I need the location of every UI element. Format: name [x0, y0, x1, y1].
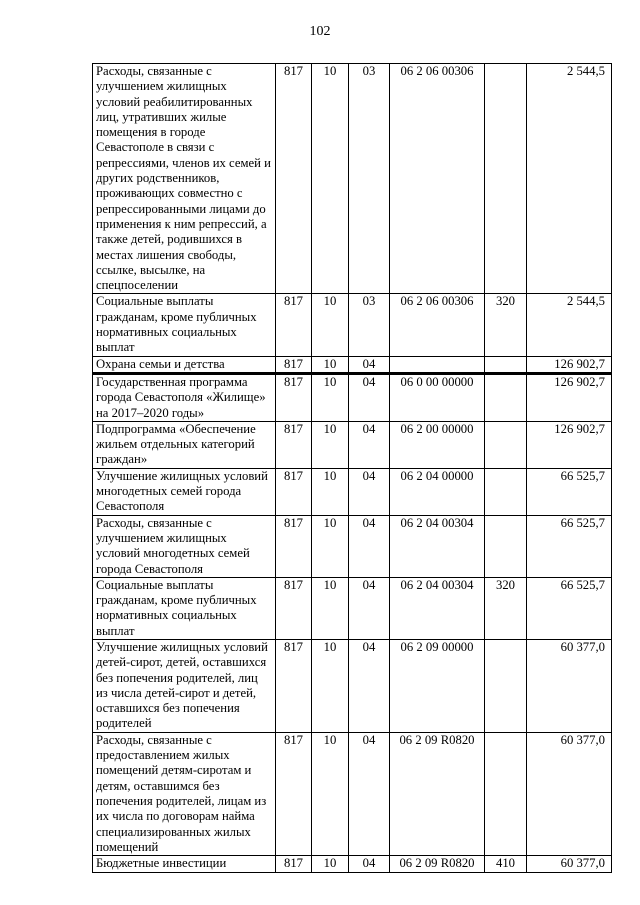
row-subsection-cell: 03 — [349, 294, 390, 356]
row-section-cell: 10 — [312, 856, 349, 873]
page-number: 102 — [309, 24, 331, 39]
row-target-code-cell — [390, 356, 485, 373]
row-target-code-cell: 06 2 06 00306 — [390, 294, 485, 356]
row-expense-type-cell — [485, 515, 527, 577]
row-code-cell: 817 — [276, 356, 312, 373]
row-amount-cell: 66 525,7 — [527, 515, 612, 577]
row-target-code-cell: 06 2 09 R0820 — [390, 856, 485, 873]
row-name-cell: Подпрограмма «Обеспечение жильем отдельных категорий граждан» — [93, 421, 276, 468]
row-expense-type-cell: 320 — [485, 294, 527, 356]
row-amount-cell: 2 544,5 — [527, 64, 612, 294]
row-section-cell: 10 — [312, 421, 349, 468]
table-row — [93, 639, 612, 732]
row-code-cell: 817 — [276, 577, 312, 639]
row-section-cell: 10 — [312, 294, 349, 356]
row-expense-type-cell — [485, 373, 527, 421]
row-code-cell: 817 — [276, 515, 312, 577]
row-amount-cell: 126 902,7 — [527, 356, 612, 373]
row-target-code-cell: 06 2 09 R0820 — [390, 732, 485, 855]
row-subsection-cell: 04 — [349, 421, 390, 468]
row-section-cell: 10 — [312, 515, 349, 577]
table-row — [93, 373, 612, 421]
row-expense-type-cell — [485, 468, 527, 515]
row-expense-type-cell — [485, 421, 527, 468]
table-row — [93, 294, 612, 356]
row-subsection-cell: 04 — [349, 577, 390, 639]
row-section-cell: 10 — [312, 468, 349, 515]
row-expense-type-cell — [485, 64, 527, 294]
row-section-cell: 10 — [312, 577, 349, 639]
row-code-cell: 817 — [276, 468, 312, 515]
table-row — [93, 64, 612, 294]
row-subsection-cell: 04 — [349, 732, 390, 855]
table-row — [93, 856, 612, 873]
row-section-cell: 10 — [312, 639, 349, 732]
row-target-code-cell: 06 2 09 00000 — [390, 639, 485, 732]
row-section-cell: 10 — [312, 64, 349, 294]
row-subsection-cell: 04 — [349, 856, 390, 873]
row-code-cell: 817 — [276, 732, 312, 855]
row-name-cell: Улучшение жилищных условий детей-сирот, детей, оставшихся без попечения родителей, лиц из числа детей-сирот и детей, оставшихся без попечения родителей — [93, 639, 276, 732]
table-row — [93, 468, 612, 515]
row-section-cell: 10 — [312, 732, 349, 855]
row-name-cell: Расходы, связанные с улучшением жилищных условий реабилитированных лиц, утративших жилые помещения в городе Севастополе в связи с репрессиями, членов их семей и других родственников, проживающих совместно с репрессированными лицами до применения к ним репрессий, а также детей, родившихся в местах лишения свободы, ссылке, высылке, на спецпоселении — [93, 64, 276, 294]
table-row — [93, 515, 612, 577]
row-amount-cell: 60 377,0 — [527, 856, 612, 873]
row-subsection-cell: 03 — [349, 64, 390, 294]
row-target-code-cell: 06 0 00 00000 — [390, 373, 485, 421]
row-code-cell: 817 — [276, 856, 312, 873]
row-name-cell: Расходы, связанные с предоставлением жилых помещений детям-сиротам и детям, оставшимся без попечения родителей, лицам из их числа по договорам найма специализированных жилых помещений — [93, 732, 276, 855]
row-section-cell: 10 — [312, 373, 349, 421]
row-amount-cell: 126 902,7 — [527, 373, 612, 421]
budget-table — [92, 63, 612, 873]
table-row — [93, 732, 612, 855]
row-code-cell: 817 — [276, 294, 312, 356]
row-name-cell: Охрана семьи и детства — [93, 356, 276, 373]
row-amount-cell: 66 525,7 — [527, 468, 612, 515]
row-target-code-cell: 06 2 04 00000 — [390, 468, 485, 515]
row-subsection-cell: 04 — [349, 356, 390, 373]
table-row — [93, 421, 612, 468]
row-target-code-cell: 06 2 00 00000 — [390, 421, 485, 468]
row-target-code-cell: 06 2 06 00306 — [390, 64, 485, 294]
row-target-code-cell: 06 2 04 00304 — [390, 577, 485, 639]
row-name-cell: Бюджетные инвестиции — [93, 856, 276, 873]
row-expense-type-cell — [485, 356, 527, 373]
row-amount-cell: 60 377,0 — [527, 639, 612, 732]
row-code-cell: 817 — [276, 421, 312, 468]
row-subsection-cell: 04 — [349, 373, 390, 421]
row-subsection-cell: 04 — [349, 515, 390, 577]
row-name-cell: Расходы, связанные с улучшением жилищных условий многодетных семей города Севастополя — [93, 515, 276, 577]
row-name-cell: Социальные выплаты гражданам, кроме публичных нормативных социальных выплат — [93, 577, 276, 639]
row-name-cell: Улучшение жилищных условий многодетных семей города Севастополя — [93, 468, 276, 515]
table-row — [93, 356, 612, 373]
table-row — [93, 577, 612, 639]
row-expense-type-cell: 320 — [485, 577, 527, 639]
row-subsection-cell: 04 — [349, 468, 390, 515]
row-expense-type-cell — [485, 639, 527, 732]
row-name-cell: Социальные выплаты гражданам, кроме публичных нормативных социальных выплат — [93, 294, 276, 356]
row-code-cell: 817 — [276, 373, 312, 421]
row-name-cell: Государственная программа города Севастополя «Жилище» на 2017–2020 годы» — [93, 373, 276, 421]
row-subsection-cell: 04 — [349, 639, 390, 732]
row-amount-cell: 2 544,5 — [527, 294, 612, 356]
row-amount-cell: 126 902,7 — [527, 421, 612, 468]
table-body — [93, 64, 612, 873]
row-target-code-cell: 06 2 04 00304 — [390, 515, 485, 577]
row-expense-type-cell — [485, 732, 527, 855]
row-code-cell: 817 — [276, 64, 312, 294]
row-code-cell: 817 — [276, 639, 312, 732]
row-amount-cell: 60 377,0 — [527, 732, 612, 855]
row-expense-type-cell: 410 — [485, 856, 527, 873]
row-section-cell: 10 — [312, 356, 349, 373]
row-amount-cell: 66 525,7 — [527, 577, 612, 639]
